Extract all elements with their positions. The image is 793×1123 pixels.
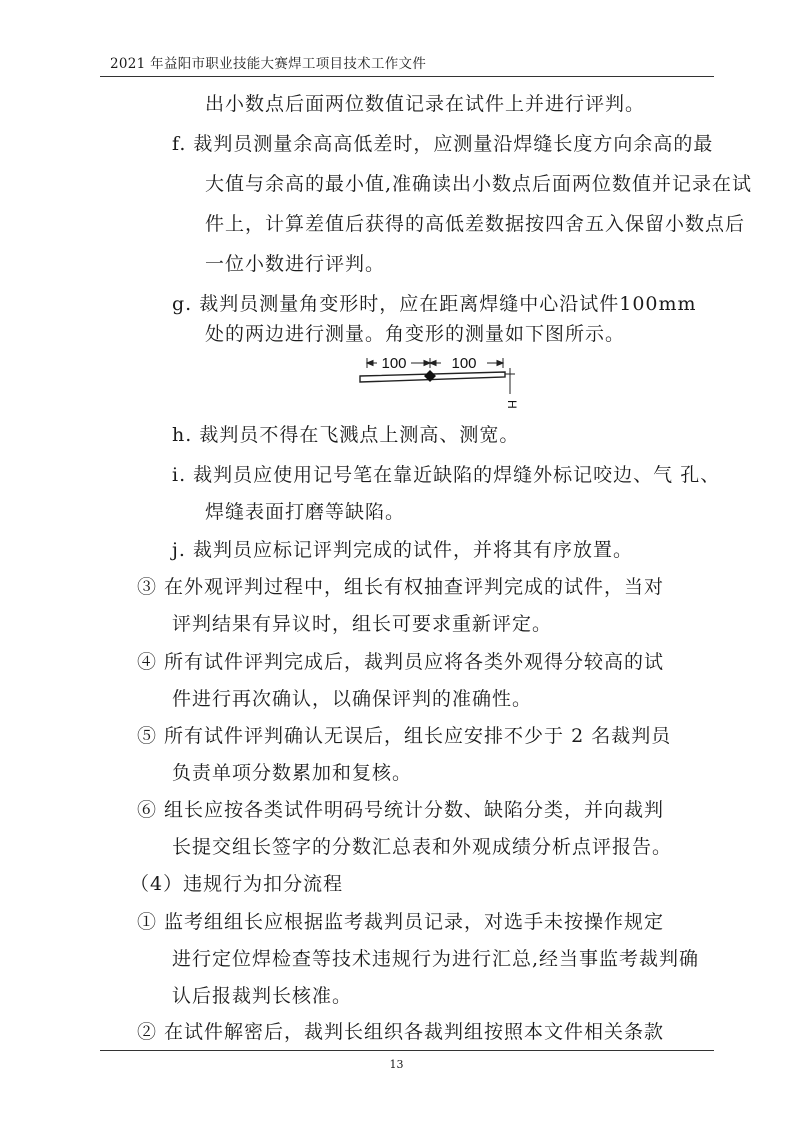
text-line: f. 裁判员测量余高高低差时，应测量沿焊缝长度方向余高的最 [172, 133, 714, 155]
text-line: ⑥ 组长应按各类试件明码号统计分数、缺陷分类，并向裁判 [137, 799, 665, 821]
text-line: ① 监考组组长应根据监考裁判员记录，对选手未按操作规定 [137, 911, 665, 933]
text-line: 负责单项分数累加和复核。 [172, 762, 413, 784]
text-line: 认后报裁判长核准。 [172, 985, 353, 1007]
text-line: 大值与余高的最小值,准确读出小数点后面两位数值并记录在试 [205, 173, 753, 195]
footer-rule [100, 1050, 714, 1051]
text-line: 处的两边进行测量。角变形的测量如下图所示。 [205, 323, 626, 345]
text-line: 焊缝表面打磨等缺陷。 [205, 501, 406, 523]
text-line: 一位小数进行评判。 [205, 253, 386, 275]
header-rule [100, 76, 714, 77]
text-line: 评判结果有异议时，组长可要求重新评定。 [172, 613, 553, 635]
text-line: 件进行再次确认，以确保评判的准确性。 [172, 688, 533, 710]
height-indicator [505, 368, 515, 394]
page-number: 13 [389, 1058, 404, 1071]
section-heading: （4）违规行为扣分流程 [130, 873, 344, 895]
text-line: j. 裁判员应标记评判完成的试件，并将其有序放置。 [172, 539, 633, 561]
text-line: ⑤ 所有试件评判确认无误后，组长应安排不少于 2 名裁判员 [137, 725, 672, 747]
dimension-right-label: 100 [451, 355, 477, 372]
text-line: h. 裁判员不得在飞溅点上测高、测宽。 [172, 424, 520, 446]
text-line: 进行定位焊检查等技术违规行为进行汇总,经当事监考裁判确 [172, 948, 700, 970]
text-line: ③ 在外观评判过程中，组长有权抽查评判完成的试件，当对 [137, 576, 665, 598]
running-header: 2021 年益阳市职业技能大赛焊工项目技术工作文件 [110, 56, 427, 72]
text-line: 出小数点后面两位数值记录在试件上并进行评判。 [205, 93, 646, 115]
text-line: 件上，计算差值后获得的高低差数据按四舍五入保留小数点后 [205, 213, 746, 235]
text-line: ② 在试件解密后，裁判长组织各裁判组按照本文件相关条款 [137, 1021, 665, 1043]
height-label: H [505, 400, 519, 409]
dimension-left-label: 100 [381, 355, 407, 372]
angular-deformation-diagram [355, 350, 520, 412]
text-line: ④ 所有试件评判完成后，裁判员应将各类外观得分较高的试 [137, 651, 665, 673]
text-line: i. 裁判员应使用记号笔在靠近缺陷的焊缝外标记咬边、气 孔、 [172, 464, 721, 486]
text-line: g. 裁判员测量角变形时，应在距离焊缝中心沿试件100mm [172, 293, 697, 315]
text-line: 长提交组长签字的分数汇总表和外观成绩分析点评报告。 [172, 836, 673, 858]
